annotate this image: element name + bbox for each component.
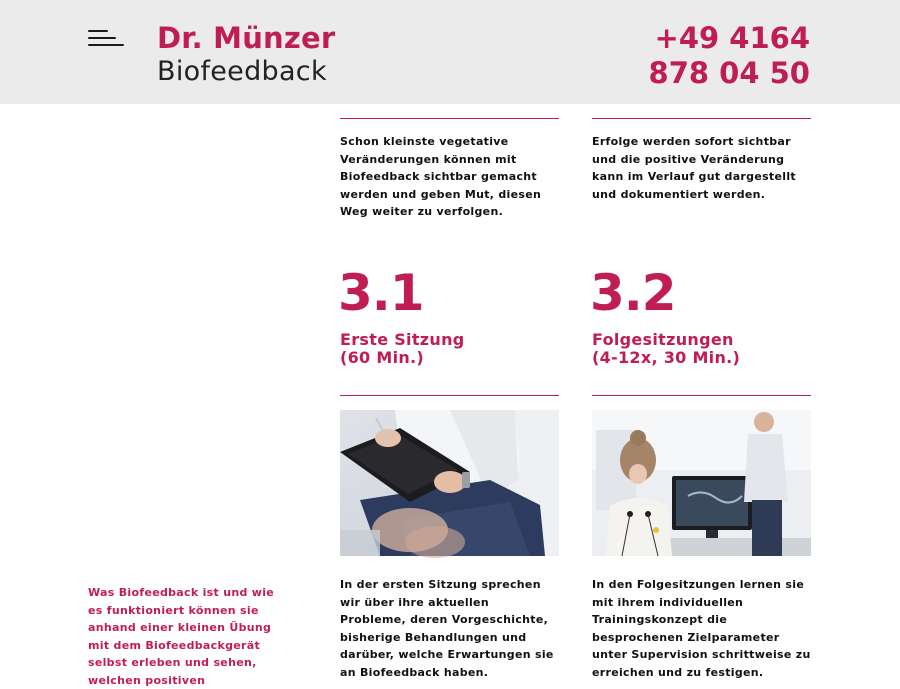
phone-line-2: 878 04 50 xyxy=(648,56,810,90)
step-title xyxy=(340,331,465,367)
menu-line xyxy=(88,37,116,39)
brand-name[interactable]: Dr. Münzer xyxy=(157,21,336,55)
menu-line xyxy=(88,30,108,32)
intro-text-left: Schon kleinste vegetative Veränderungen können mit Biofeedback sichtbar gemacht werden und geben Mut, diesen Weg weiter zu verfolgen. xyxy=(340,135,542,218)
divider xyxy=(340,395,559,396)
hamburger-menu-icon[interactable] xyxy=(88,28,124,48)
first-session-photo xyxy=(340,410,559,556)
step-title-line: Folgesitzungen xyxy=(592,330,734,349)
phone-link[interactable] xyxy=(649,21,810,91)
menu-line xyxy=(88,44,124,46)
brand-subtitle[interactable]: Biofeedback xyxy=(157,56,327,87)
intro-text-right: Erfolge werden sofort sichtbar und die positive Veränderung kann im Verlauf gut dargestellt und dokumentiert werden. xyxy=(592,135,796,201)
step-title-duration: (4-12x, 30 Min.) xyxy=(592,348,741,367)
step-title xyxy=(592,331,740,367)
step-title-line: Erste Sitzung xyxy=(340,330,465,349)
site-header xyxy=(0,0,900,104)
step-number: 3.2 xyxy=(590,264,676,322)
follow-up-session-text: In den Folgesitzungen lernen sie mit ihrem individuellen Trainingskonzept die besprochenen Zielparameter unter Supervision schrittweise zu erreichen und zu festigen. xyxy=(592,578,811,679)
divider xyxy=(340,118,559,119)
divider xyxy=(592,395,811,396)
phone-line-1: +49 4164 xyxy=(654,21,810,55)
follow-up-session-photo xyxy=(592,410,811,556)
biofeedback-intro-note: Was Biofeedback ist und wie es funktioniert können sie anhand einer kleinen Übung mit dem Biofeedbackgerät selbst erleben und sehen, welchen positiven xyxy=(88,586,275,687)
step-title-duration: (60 Min.) xyxy=(340,348,425,367)
first-session-text: In der ersten Sitzung sprechen wir über ihre aktuellen Probleme, deren Vorgeschichte, bisherige Behandlungen und darüber, welche Erwartungen sie an Biofeedback haben. xyxy=(340,578,554,679)
step-number: 3.1 xyxy=(338,264,424,322)
divider xyxy=(592,118,811,119)
